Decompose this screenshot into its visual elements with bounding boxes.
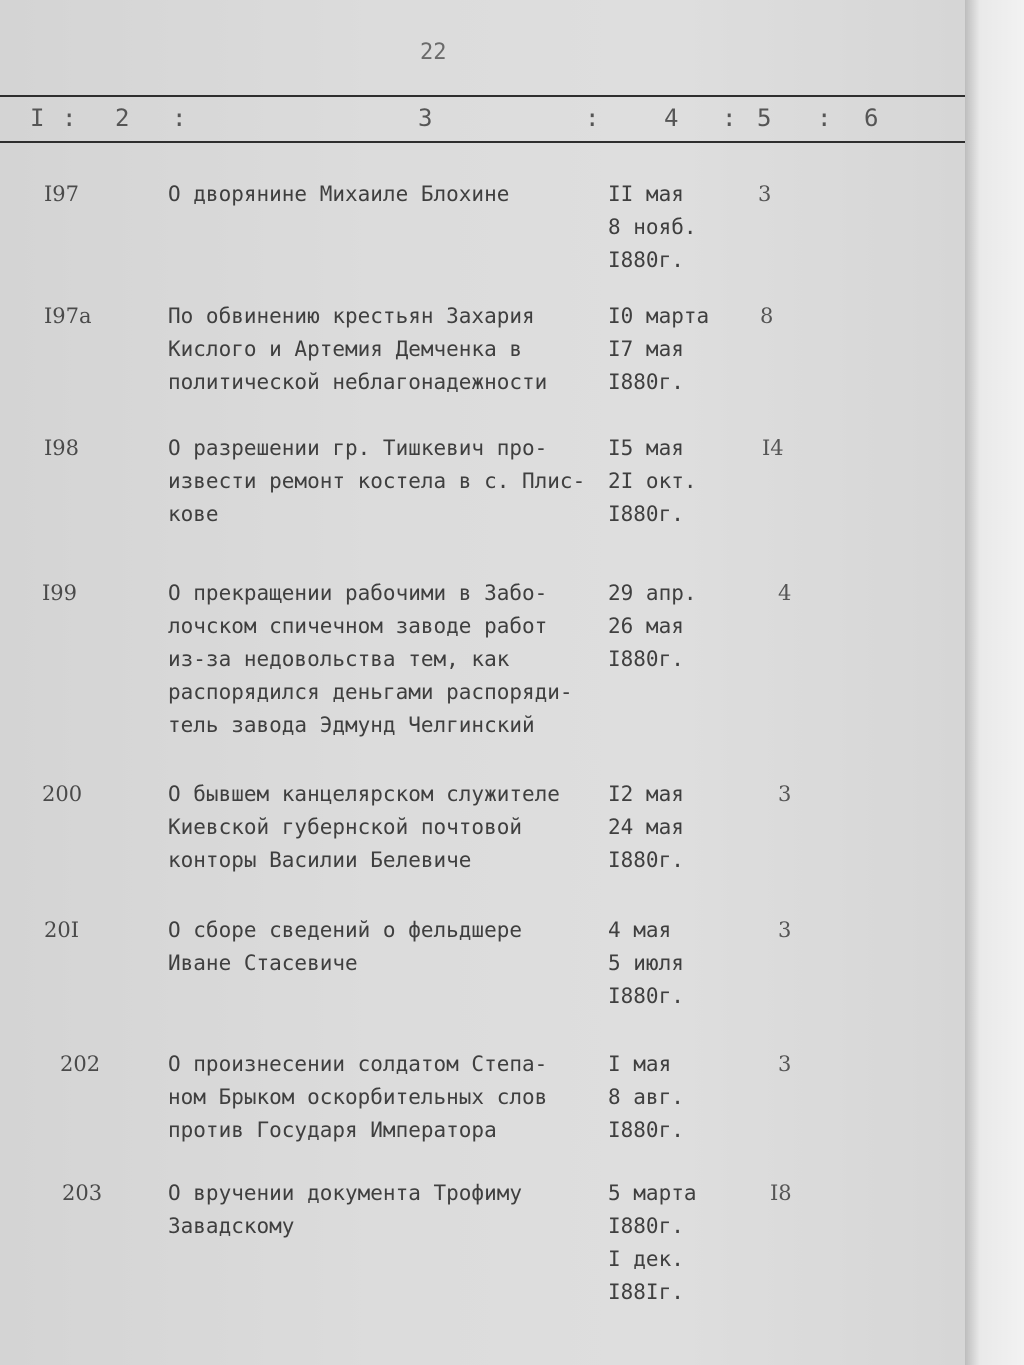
case-title-line: конторы Василии Белевиче	[168, 848, 472, 872]
case-title-line: кове	[168, 502, 219, 526]
date-line: 5 марта	[608, 1181, 697, 1205]
case-title-line: О прекращении рабочими в Забо-	[168, 581, 548, 605]
case-title-line: политической неблагонадежности	[168, 370, 548, 394]
page-number: 22	[420, 40, 447, 65]
header-sep-5: :	[817, 104, 832, 132]
case-number: I98	[44, 436, 80, 460]
header-col-1: I	[30, 104, 45, 132]
header-col-4: 4	[664, 104, 679, 132]
table-header	[0, 104, 965, 134]
case-title-line: против Государя Императора	[168, 1118, 497, 1142]
table-header-rule	[0, 141, 965, 143]
case-dates	[608, 1177, 748, 1309]
header-col-5: 5	[757, 104, 772, 132]
date-line: I мая	[608, 1052, 672, 1076]
case-number: I97а	[44, 304, 92, 328]
header-col-2: 2	[115, 104, 130, 132]
case-title-line: О вручении документа Трофиму	[168, 1181, 523, 1205]
case-title-line: О бывшем канцелярском служителе	[168, 782, 560, 806]
date-line: I88Iг.	[608, 1280, 684, 1304]
case-title-line: Завадскому	[168, 1214, 295, 1238]
case-title-line: извести ремонт костела в с. Плис-	[168, 469, 586, 493]
date-line: 2I окт.	[608, 469, 697, 493]
page-count: 3	[778, 1052, 792, 1076]
case-dates	[608, 914, 748, 1013]
case-number: 200	[42, 782, 83, 806]
date-line: 24 мая	[608, 815, 684, 839]
case-title-line: лочском спичечном заводе работ	[168, 614, 548, 638]
case-number: 203	[62, 1181, 103, 1205]
case-title	[168, 432, 608, 531]
header-col-3: 3	[418, 104, 433, 132]
case-title	[168, 1177, 608, 1243]
date-line: I дек.	[608, 1247, 684, 1271]
header-sep-1: :	[62, 104, 77, 132]
case-title-line: распорядился деньгами распоряди-	[168, 680, 573, 704]
case-title	[168, 178, 608, 211]
page-count: 3	[778, 918, 792, 942]
case-number: I97	[44, 182, 80, 206]
date-line: 29 апр.	[608, 581, 697, 605]
header-sep-2: :	[172, 104, 187, 132]
table-top-rule	[0, 95, 965, 97]
case-title-line: О разрешении гр. Тишкевич про-	[168, 436, 548, 460]
date-line: I880г.	[608, 1214, 684, 1238]
case-title	[168, 1048, 608, 1147]
case-title-line: ном Брыком оскорбительных слов	[168, 1085, 548, 1109]
page-count: 3	[778, 782, 792, 806]
page-count: 4	[778, 581, 792, 605]
case-title	[168, 300, 608, 399]
header-sep-4: :	[722, 104, 737, 132]
case-title-line: О дворянине Михаиле Блохине	[168, 182, 510, 206]
date-line: I5 мая	[608, 436, 684, 460]
date-line: I880г.	[608, 848, 684, 872]
case-dates	[608, 300, 748, 399]
case-dates	[608, 1048, 748, 1147]
date-line: I880г.	[608, 370, 684, 394]
date-line: I880г.	[608, 248, 684, 272]
page-count: 8	[760, 304, 774, 328]
date-line: 8 авг.	[608, 1085, 684, 1109]
date-line: 4 мая	[608, 918, 672, 942]
date-line: 5 июля	[608, 951, 684, 975]
case-dates	[608, 577, 748, 676]
header-sep-3: :	[585, 104, 600, 132]
case-number: 20I	[44, 918, 80, 942]
case-title	[168, 914, 608, 980]
date-line: 26 мая	[608, 614, 684, 638]
date-line: I880г.	[608, 647, 684, 671]
date-line: 8 нояб.	[608, 215, 697, 239]
page-count: I8	[770, 1181, 792, 1205]
page-edge	[965, 0, 1024, 1365]
date-line: I880г.	[608, 1118, 684, 1142]
case-number: I99	[42, 581, 78, 605]
case-title-line: О сборе сведений о фельдшере	[168, 918, 523, 942]
case-dates	[608, 778, 748, 877]
case-title-line: Кислого и Артемия Демченка в	[168, 337, 523, 361]
case-dates	[608, 178, 748, 277]
case-title-line: О произнесении солдатом Степа-	[168, 1052, 548, 1076]
header-col-6: 6	[864, 104, 879, 132]
date-line: II мая	[608, 182, 684, 206]
case-title	[168, 577, 608, 742]
date-line: I7 мая	[608, 337, 684, 361]
case-title	[168, 778, 608, 877]
date-line: I0 марта	[608, 304, 710, 328]
date-line: I880г.	[608, 502, 684, 526]
case-title-line: тель завода Эдмунд Челгинский	[168, 713, 535, 737]
case-dates	[608, 432, 748, 531]
page-count: I4	[762, 436, 784, 460]
case-title-line: По обвинению крестьян Захария	[168, 304, 535, 328]
case-title-line: Иване Стасевиче	[168, 951, 358, 975]
case-title-line: Киевской губернской почтовой	[168, 815, 523, 839]
page-count: 3	[758, 182, 772, 206]
case-title-line: из-за недовольства тем, как	[168, 647, 510, 671]
case-number: 202	[60, 1052, 101, 1076]
date-line: I2 мая	[608, 782, 684, 806]
date-line: I880г.	[608, 984, 684, 1008]
